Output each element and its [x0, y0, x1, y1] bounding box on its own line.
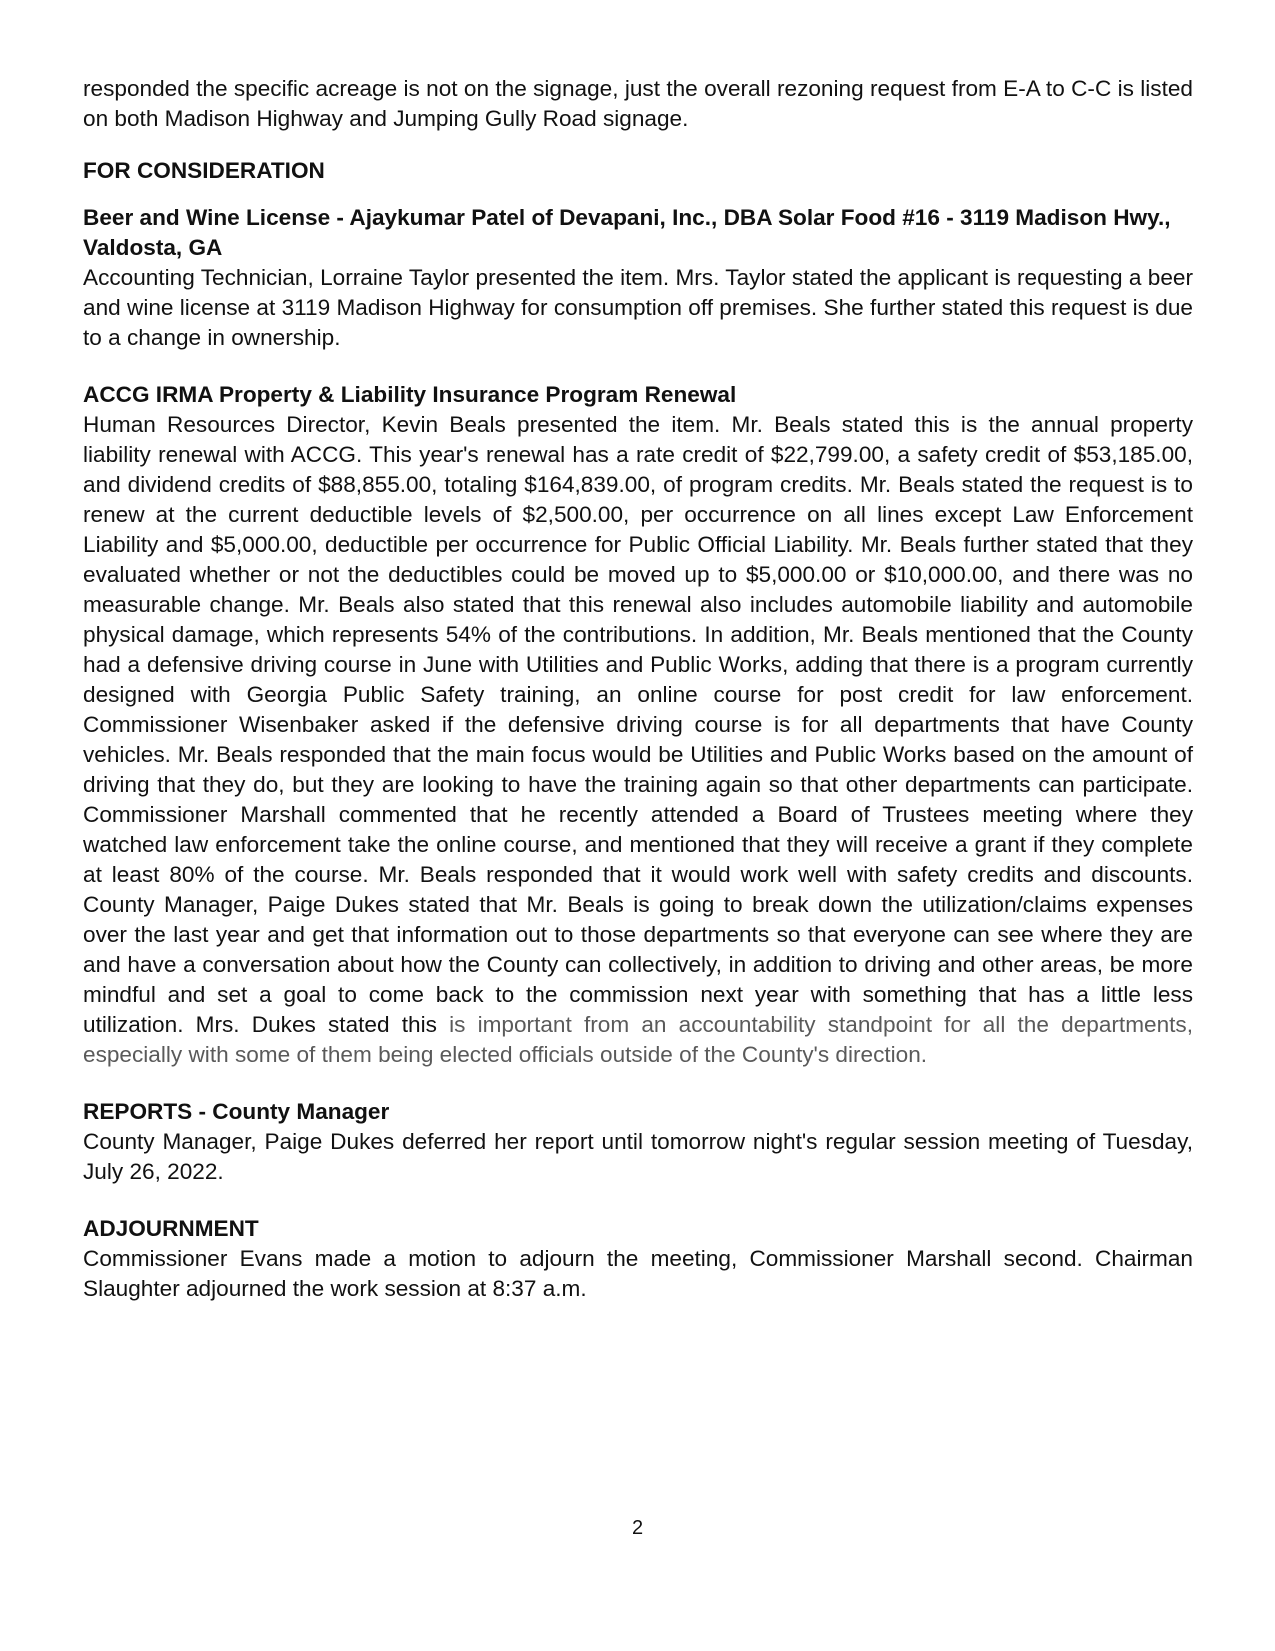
page-number: 2	[631, 1517, 644, 1539]
document-page	[83, 74, 1193, 1331]
adjournment-heading: ADJOURNMENT	[83, 1216, 259, 1241]
adjournment-body: Commissioner Evans made a motion to adjourn the meeting, Commissioner Marshall second. Chairman Slaughter adjourned the work session at 8:37 a.m.	[83, 1246, 1193, 1301]
accg-body-main: Human Resources Director, Kevin Beals presented the item. Mr. Beals stated this is the annual property liability renewal with ACCG. This year's renewal has a rate credit of $22,799.00, a safety credit of $53,185.00, and dividend credits of $88,855.00, totaling $164,839.00, of program credits. Mr. Beals stated the request is to renew at the current deductible levels of $2,500.00, per occurrence on all lines except Law Enforcement Liability and $5,000.00, deductible per occurrence for Public Official Liability. Mr. Beals further stated that they evaluated whether or not the deductibles could be moved up to $5,000.00 or $10,000.00, and there was no measurable change. Mr. Beals also stated that this renewal also includes automobile liability and automobile physical damage, which represents 54% of the contributions. In addition, Mr. Beals mentioned that the County had a defensive driving course in June with Utilities and Public Works, adding that there is a program currently designed with Georgia Public Safety training, an online course for post credit for law enforcement. Commissioner Wisenbaker asked if the defensive driving course is for all departments that have County vehicles. Mr. Beals responded that the main focus would be Utilities and Public Works based on the amount of driving that they do, but they are looking to have the training again so that other departments can participate. Commissioner Marshall commented that he recently attended a Board of Trustees meeting where they watched law enforcement take the online course, and mentioned that they will receive a grant if they complete at least 80% of the course. Mr. Beals responded that it would work well with safety credits and discounts. County Manager, Paige Dukes stated that Mr. Beals is going to break down the utilization/claims expenses over the last year and get that information out to those departments so that everyone can see where they are and have a conversation about how the County can collectively, in addition to driving and other areas, be more mindful and set a goal to come back to the commission next year with something that has a little less utilization. Mrs. Dukes stated this	[83, 412, 1193, 1037]
for-consideration-heading: FOR CONSIDERATION	[83, 158, 325, 183]
beer-wine-heading: Beer and Wine License - Ajaykumar Patel of Devapani, Inc., DBA Solar Food #16 - 3119 Madison Hwy., Valdosta, GA	[83, 205, 1171, 260]
accg-section	[83, 380, 1193, 1070]
beer-wine-body: Accounting Technician, Lorraine Taylor presented the item. Mrs. Taylor stated the applicant is requesting a beer and wine license at 3119 Madison Highway for consumption off premises. She further stated this request is due to a change in ownership.	[83, 265, 1193, 350]
beer-wine-section	[83, 203, 1193, 353]
reports-heading: REPORTS - County Manager	[83, 1099, 390, 1124]
intro-paragraph: responded the specific acreage is not on the signage, just the overall rezoning request from E-A to C-C is listed on both Madison Highway and Jumping Gully Road signage.	[83, 76, 1193, 131]
accg-heading: ACCG IRMA Property & Liability Insurance Program Renewal	[83, 382, 737, 407]
accg-body	[83, 410, 1193, 1070]
accg-body-faded: is important from an accountability standpoint for all the departments, especially with some of them being elected officials outside of the County's direction.	[83, 1012, 1193, 1067]
reports-section	[83, 1097, 1193, 1187]
adjournment-section	[83, 1214, 1193, 1304]
reports-body: County Manager, Paige Dukes deferred her report until tomorrow night's regular session meeting of Tuesday, July 26, 2022.	[83, 1129, 1193, 1184]
